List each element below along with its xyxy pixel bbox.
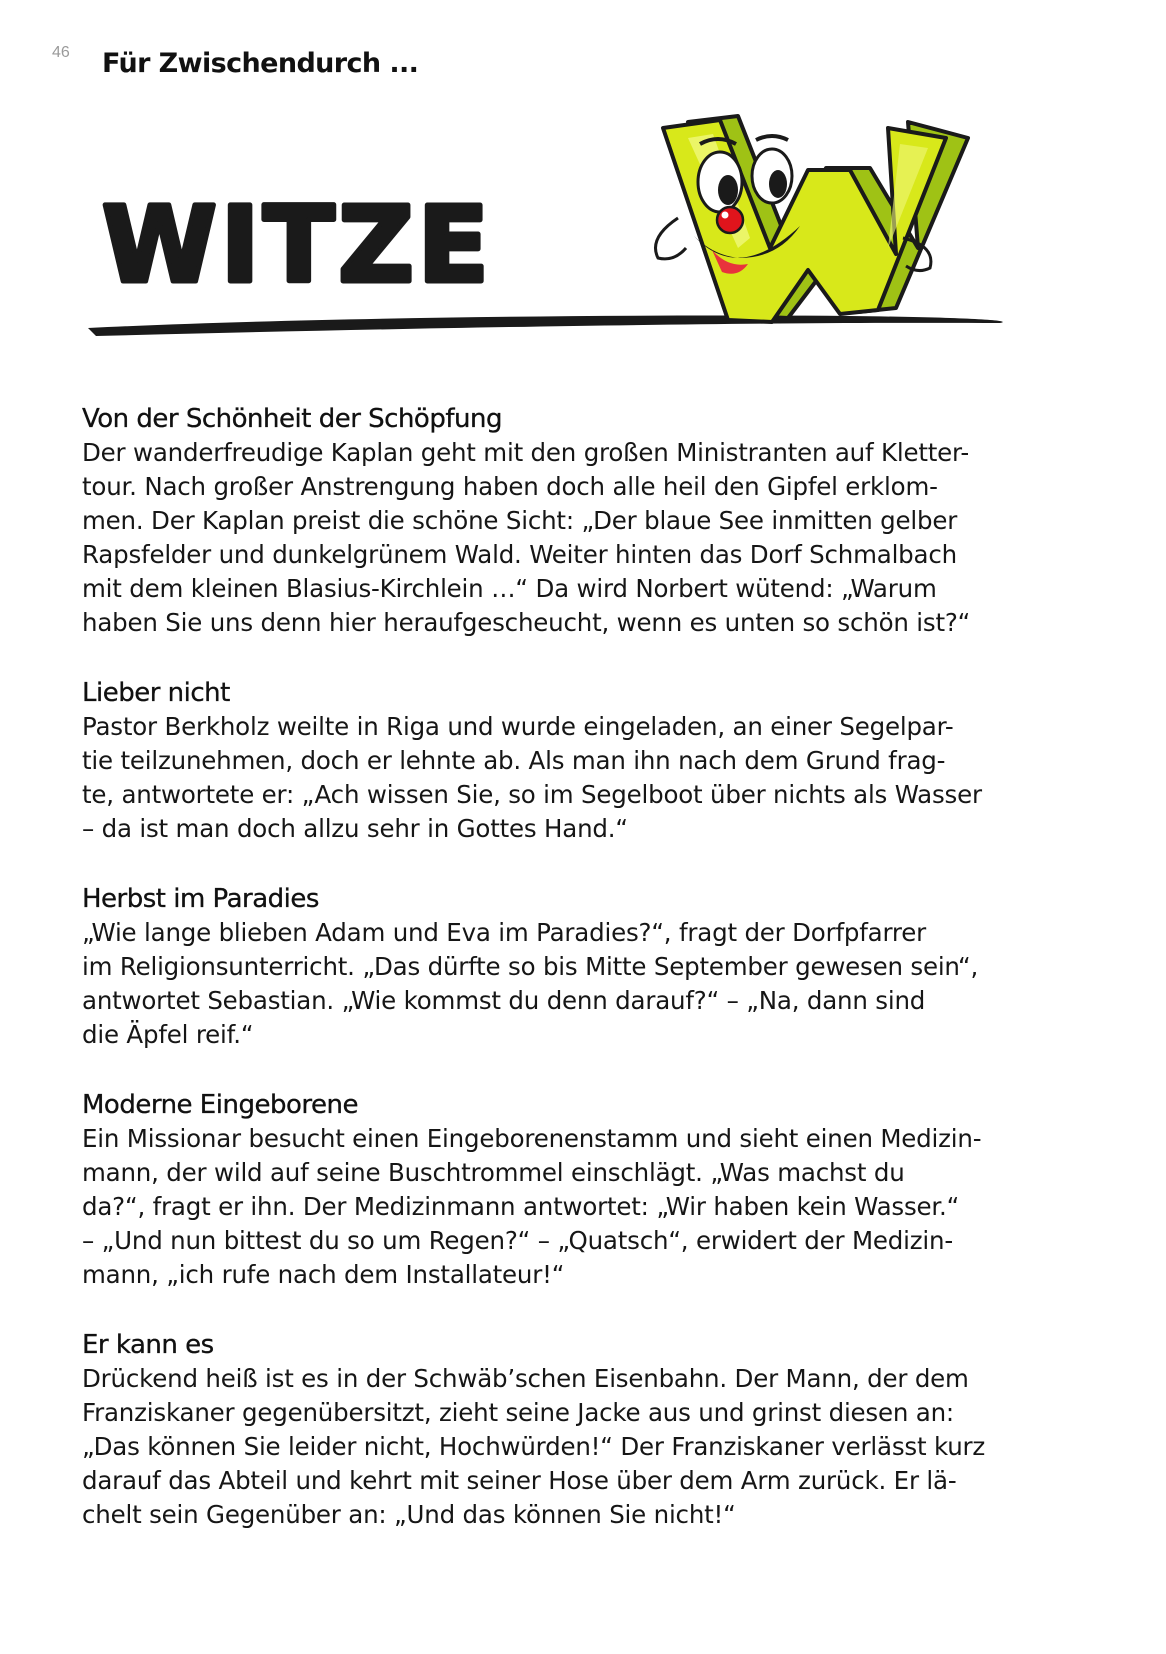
joke-title: Er kann es xyxy=(82,1330,214,1360)
joke-line: darauf das Abteil und kehrt mit seiner Hose über dem Arm zurück. Er lä- xyxy=(82,1466,957,1495)
page-number: 46 xyxy=(52,44,70,61)
joke-article xyxy=(82,882,1092,1052)
joke-title: Herbst im Paradies xyxy=(82,884,319,914)
joke-line: Ein Missionar besucht einen Eingeborenenstamm und sieht einen Medizin- xyxy=(82,1124,982,1153)
joke-line: Der wanderfreudige Kaplan geht mit den großen Ministranten auf Kletter- xyxy=(82,438,969,467)
joke-line: haben Sie uns denn hier heraufgescheucht, wenn es unten so schön ist?“ xyxy=(82,608,971,637)
w-mascot xyxy=(656,116,969,322)
joke-line: Rapsfelder und dunkelgrünem Wald. Weiter hinten das Dorf Schmalbach xyxy=(82,540,957,569)
joke-line: Franziskaner gegenübersitzt, zieht seine Jacke aus und grinst diesen an: xyxy=(82,1398,954,1427)
joke-line: men. Der Kaplan preist die schöne Sicht: „Der blaue See inmitten gelber xyxy=(82,506,958,535)
joke-line: die Äpfel reif.“ xyxy=(82,1020,254,1049)
joke-title: Von der Schönheit der Schöpfung xyxy=(82,404,502,434)
joke-article xyxy=(82,402,1092,640)
joke-line: tour. Nach großer Anstrengung haben doch alle heil den Gipfel erklom- xyxy=(82,472,938,501)
joke-line: da?“, fragt er ihn. Der Medizinmann antwortet: „Wir haben kein Wasser.“ xyxy=(82,1192,960,1221)
witze-logo-graphic xyxy=(88,108,1078,368)
section-header: Für Zwischendurch ... xyxy=(102,48,419,79)
joke-title: Lieber nicht xyxy=(82,678,230,708)
witze-logo-text: WITZE xyxy=(102,184,493,306)
joke-line: „Wie lange blieben Adam und Eva im Paradies?“, fragt der Dorfpfarrer xyxy=(82,918,926,947)
underline-swoosh xyxy=(88,316,1003,337)
joke-line: mann, der wild auf seine Buschtrommel einschlägt. „Was machst du xyxy=(82,1158,905,1187)
joke-line: Drückend heiß ist es in der Schwäb’schen Eisenbahn. Der Mann, der dem xyxy=(82,1364,969,1393)
joke-line: – da ist man doch allzu sehr in Gottes Hand.“ xyxy=(82,814,628,843)
joke-article xyxy=(82,1088,1092,1292)
jokes-content xyxy=(82,402,1092,1568)
joke-title: Moderne Eingeborene xyxy=(82,1090,358,1120)
joke-line: te, antwortete er: „Ach wissen Sie, so im Segelboot über nichts als Wasser xyxy=(82,780,982,809)
joke-article xyxy=(82,676,1092,846)
joke-article xyxy=(82,1328,1092,1532)
joke-line: antwortet Sebastian. „Wie kommst du denn darauf?“ – „Na, dann sind xyxy=(82,986,926,1015)
joke-line: mann, „ich rufe nach dem Installateur!“ xyxy=(82,1260,565,1289)
joke-line: im Religionsunterricht. „Das dürfte so bis Mitte September gewesen sein“, xyxy=(82,952,979,981)
joke-line: – „Und nun bittest du so um Regen?“ – „Quatsch“, erwidert der Medizin- xyxy=(82,1226,953,1255)
joke-line: tie teilzunehmen, doch er lehnte ab. Als man ihn nach dem Grund frag- xyxy=(82,746,946,775)
witze-banner xyxy=(88,108,1078,368)
joke-line: chelt sein Gegenüber an: „Und das können Sie nicht!“ xyxy=(82,1500,736,1529)
joke-line: „Das können Sie leider nicht, Hochwürden!“ Der Franziskaner verlässt kurz xyxy=(82,1432,986,1461)
clown-nose xyxy=(717,207,743,233)
joke-line: Pastor Berkholz weilte in Riga und wurde eingeladen, an einer Segelpar- xyxy=(82,712,954,741)
joke-line: mit dem kleinen Blasius-Kirchlein …“ Da wird Norbert wütend: „Warum xyxy=(82,574,937,603)
